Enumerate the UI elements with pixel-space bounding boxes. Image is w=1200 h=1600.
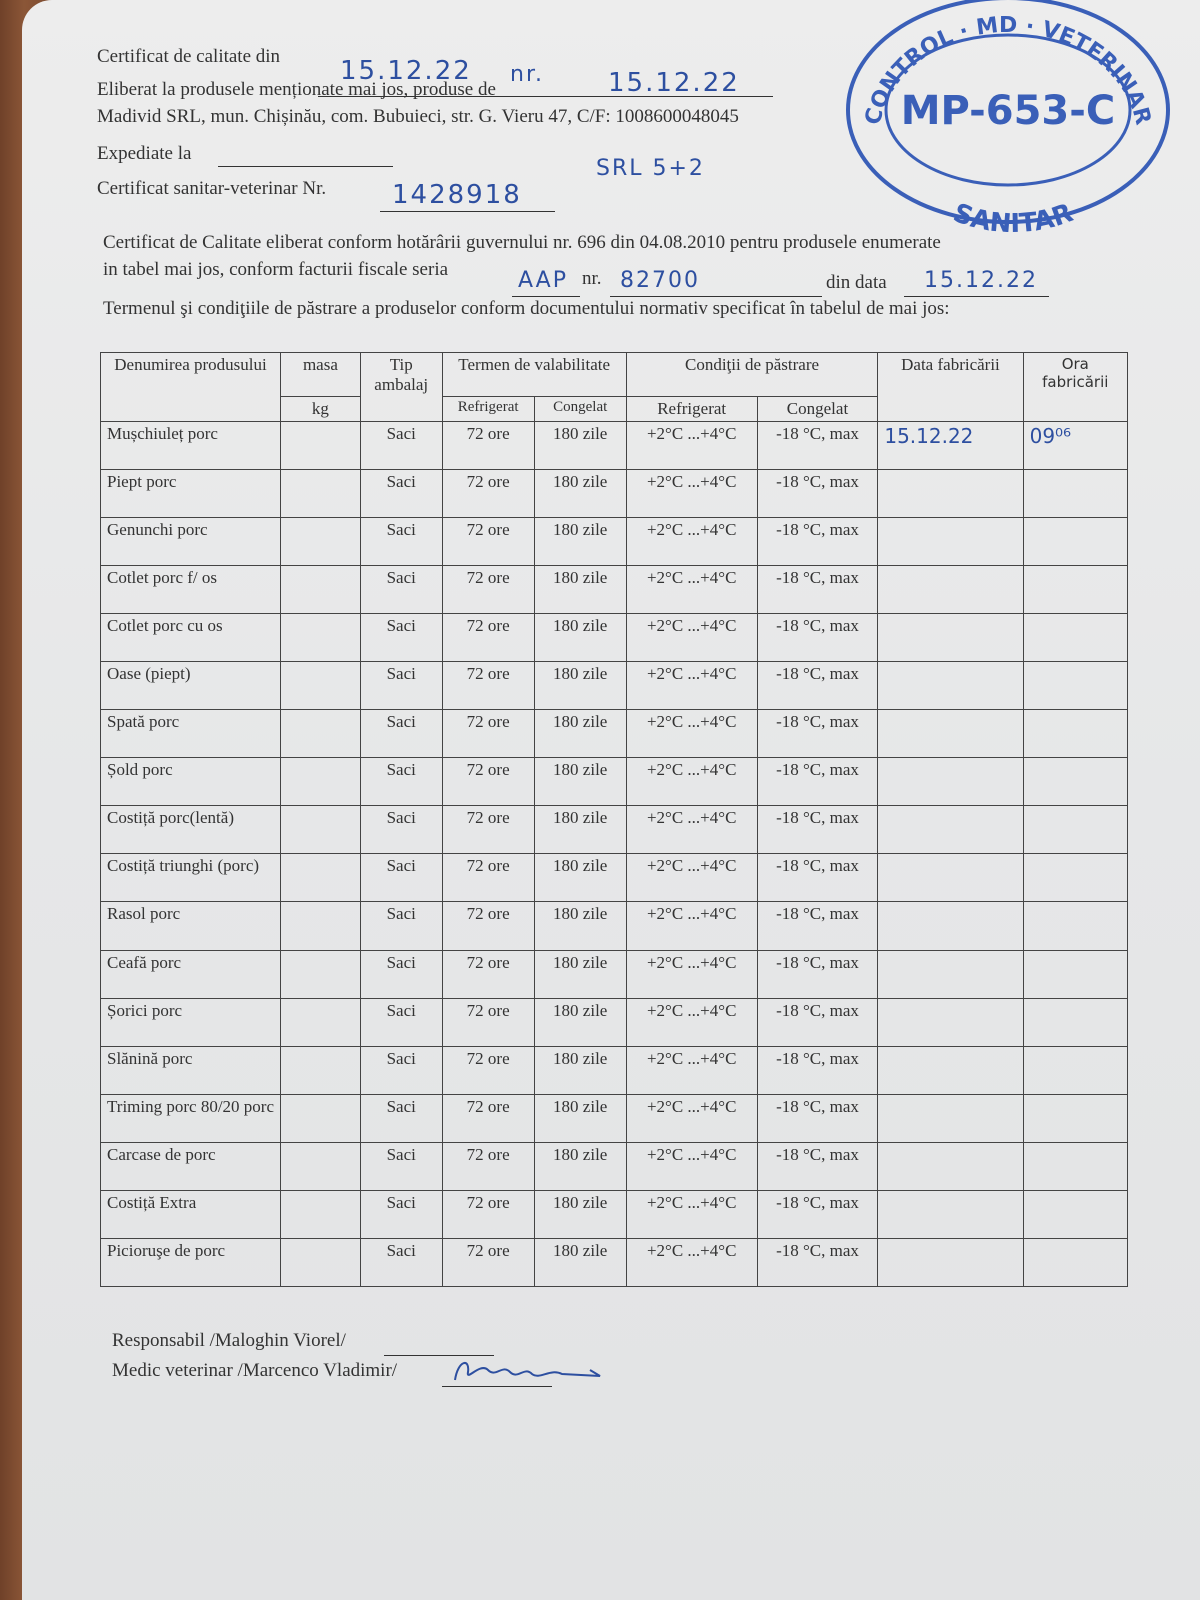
manufacture-date bbox=[878, 806, 1023, 854]
storage-frozen: -18 °C, max bbox=[757, 806, 878, 854]
product-name: Slănină porc bbox=[101, 1046, 281, 1094]
mass-cell bbox=[281, 470, 361, 518]
validity-refrigerated: 72 ore bbox=[442, 710, 534, 758]
table-row bbox=[101, 1142, 1128, 1190]
pack-type: Saci bbox=[360, 950, 442, 998]
validity-refrigerated: 72 ore bbox=[442, 902, 534, 950]
storage-refrigerated: +2°C ...+4°C bbox=[626, 806, 757, 854]
manufacture-hour bbox=[1023, 902, 1127, 950]
storage-frozen: -18 °C, max bbox=[757, 566, 878, 614]
validity-frozen: 180 zile bbox=[534, 758, 626, 806]
invoice-date: 15.12.22 bbox=[924, 268, 1038, 293]
manufacture-date bbox=[878, 902, 1023, 950]
manufacture-date bbox=[878, 1238, 1023, 1286]
validity-frozen: 180 zile bbox=[534, 1046, 626, 1094]
manufacture-date bbox=[878, 1046, 1023, 1094]
col-pack-header: Tip ambalaj bbox=[360, 353, 442, 422]
validity-frozen: 180 zile bbox=[534, 710, 626, 758]
validity-refrigerated: 72 ore bbox=[442, 1142, 534, 1190]
mass-cell bbox=[281, 758, 361, 806]
manufacture-hour bbox=[1023, 710, 1127, 758]
pack-type: Saci bbox=[360, 1142, 442, 1190]
pack-type: Saci bbox=[360, 470, 442, 518]
pack-type: Saci bbox=[360, 806, 442, 854]
pack-type: Saci bbox=[360, 518, 442, 566]
storage-refrigerated: +2°C ...+4°C bbox=[626, 1190, 757, 1238]
manufacture-hour bbox=[1023, 614, 1127, 662]
shipped-underline bbox=[218, 166, 393, 167]
validity-frozen: 180 zile bbox=[534, 1142, 626, 1190]
product-name: Piept porc bbox=[101, 470, 281, 518]
storage-refrigerated: +2°C ...+4°C bbox=[626, 902, 757, 950]
storage-refrigerated: +2°C ...+4°C bbox=[626, 854, 757, 902]
storage-refrigerated: +2°C ...+4°C bbox=[626, 1238, 757, 1286]
veterinary-stamp bbox=[838, 0, 1178, 232]
product-name: Oase (piept) bbox=[101, 662, 281, 710]
validity-refrigerated: 72 ore bbox=[442, 1238, 534, 1286]
table-row bbox=[101, 1238, 1128, 1286]
storage-frozen: -18 °C, max bbox=[757, 422, 878, 470]
certificate-date: 15.12.22 bbox=[340, 56, 472, 86]
col-product-header: Denumirea produsului bbox=[101, 353, 281, 422]
storage-refrigerated: +2°C ...+4°C bbox=[626, 422, 757, 470]
manufacture-hour bbox=[1023, 950, 1127, 998]
product-name: Șorici porc bbox=[101, 998, 281, 1046]
pack-type: Saci bbox=[360, 566, 442, 614]
storage-frozen: -18 °C, max bbox=[757, 1046, 878, 1094]
pack-type: Saci bbox=[360, 998, 442, 1046]
table-row bbox=[101, 422, 1128, 470]
table-row bbox=[101, 1094, 1128, 1142]
manufacture-date bbox=[878, 854, 1023, 902]
manufacture-hour bbox=[1023, 1190, 1127, 1238]
col-storage-header: Condiţii de păstrare bbox=[626, 353, 878, 397]
storage-frozen: -18 °C, max bbox=[757, 518, 878, 566]
col-val-ref-header: Refrigerat bbox=[442, 397, 534, 422]
pack-type: Saci bbox=[360, 854, 442, 902]
validity-refrigerated: 72 ore bbox=[442, 806, 534, 854]
storage-refrigerated: +2°C ...+4°C bbox=[626, 1094, 757, 1142]
table-row bbox=[101, 470, 1128, 518]
col-st-ref-header: Refrigerat bbox=[626, 397, 757, 422]
manufacture-date bbox=[878, 614, 1023, 662]
table-row bbox=[101, 662, 1128, 710]
mass-cell bbox=[281, 950, 361, 998]
storage-frozen: -18 °C, max bbox=[757, 1238, 878, 1286]
pack-type: Saci bbox=[360, 1094, 442, 1142]
table-row bbox=[101, 1046, 1128, 1094]
storage-refrigerated: +2°C ...+4°C bbox=[626, 758, 757, 806]
manufacture-hour bbox=[1023, 1238, 1127, 1286]
validity-frozen: 180 zile bbox=[534, 902, 626, 950]
invoice-serie: AAP bbox=[518, 268, 568, 293]
validity-frozen: 180 zile bbox=[534, 518, 626, 566]
vet-signature bbox=[450, 1352, 610, 1388]
mass-cell bbox=[281, 1190, 361, 1238]
validity-frozen: 180 zile bbox=[534, 806, 626, 854]
stamp-arc-text: CONTROL · MD · VETERINAR bbox=[860, 12, 1156, 128]
table-row bbox=[101, 1190, 1128, 1238]
storage-refrigerated: +2°C ...+4°C bbox=[626, 470, 757, 518]
pack-type: Saci bbox=[360, 1046, 442, 1094]
validity-refrigerated: 72 ore bbox=[442, 758, 534, 806]
col-mfg-date-header: Data fabricării bbox=[878, 353, 1023, 422]
table-row bbox=[101, 902, 1128, 950]
validity-refrigerated: 72 ore bbox=[442, 662, 534, 710]
nr-underline bbox=[610, 296, 822, 297]
pack-type: Saci bbox=[360, 422, 442, 470]
validity-refrigerated: 72 ore bbox=[442, 998, 534, 1046]
shipped-label: Expediate la bbox=[97, 143, 192, 164]
storage-refrigerated: +2°C ...+4°C bbox=[626, 1142, 757, 1190]
storage-frozen: -18 °C, max bbox=[757, 1190, 878, 1238]
mass-cell bbox=[281, 1046, 361, 1094]
validity-frozen: 180 zile bbox=[534, 854, 626, 902]
manufacture-hour: 09⁰⁶ bbox=[1023, 422, 1127, 470]
product-name: Costiță porc(lentă) bbox=[101, 806, 281, 854]
storage-frozen: -18 °C, max bbox=[757, 614, 878, 662]
issued-line: Eliberat la produsele menționate mai jos, produse de bbox=[97, 79, 496, 100]
manufacture-date bbox=[878, 566, 1023, 614]
manufacture-date bbox=[878, 662, 1023, 710]
manufacture-hour bbox=[1023, 566, 1127, 614]
intro-nr-label: nr. bbox=[582, 268, 602, 289]
manufacture-hour bbox=[1023, 806, 1127, 854]
col-st-cong-header: Congelat bbox=[757, 397, 878, 422]
intro-date-label: din data bbox=[826, 272, 887, 293]
invoice-nr: 82700 bbox=[620, 268, 700, 293]
manufacture-date bbox=[878, 710, 1023, 758]
manufacture-date bbox=[878, 1142, 1023, 1190]
validity-frozen: 180 zile bbox=[534, 1238, 626, 1286]
stamp-bottom-text: SANITAR bbox=[949, 198, 1077, 232]
table-row bbox=[101, 950, 1128, 998]
pack-type: Saci bbox=[360, 1190, 442, 1238]
mass-cell bbox=[281, 710, 361, 758]
product-name: Genunchi porc bbox=[101, 518, 281, 566]
validity-refrigerated: 72 ore bbox=[442, 518, 534, 566]
validity-refrigerated: 72 ore bbox=[442, 1094, 534, 1142]
validity-refrigerated: 72 ore bbox=[442, 1046, 534, 1094]
product-name: Cotlet porc cu os bbox=[101, 614, 281, 662]
col-mfg-hour-header: Ora fabricării bbox=[1023, 353, 1127, 422]
validity-frozen: 180 zile bbox=[534, 1094, 626, 1142]
table-row bbox=[101, 806, 1128, 854]
table-row bbox=[101, 614, 1128, 662]
storage-refrigerated: +2°C ...+4°C bbox=[626, 710, 757, 758]
table-row bbox=[101, 566, 1128, 614]
product-name: Costiță Extra bbox=[101, 1190, 281, 1238]
mass-cell bbox=[281, 1094, 361, 1142]
storage-frozen: -18 °C, max bbox=[757, 710, 878, 758]
mass-cell bbox=[281, 806, 361, 854]
serie-underline bbox=[512, 296, 580, 297]
table-row bbox=[101, 710, 1128, 758]
manufacture-hour bbox=[1023, 1046, 1127, 1094]
manufacture-date bbox=[878, 1190, 1023, 1238]
mass-cell bbox=[281, 902, 361, 950]
pack-type: Saci bbox=[360, 614, 442, 662]
col-val-cong-header: Congelat bbox=[534, 397, 626, 422]
pack-type: Saci bbox=[360, 758, 442, 806]
mass-cell bbox=[281, 1238, 361, 1286]
manufacture-hour bbox=[1023, 518, 1127, 566]
manufacture-date bbox=[878, 1094, 1023, 1142]
product-name: Șold porc bbox=[101, 758, 281, 806]
manufacture-hour bbox=[1023, 854, 1127, 902]
validity-frozen: 180 zile bbox=[534, 614, 626, 662]
vet-cert-label: Certificat sanitar-veterinar Nr. bbox=[97, 178, 327, 199]
manufacture-date bbox=[878, 998, 1023, 1046]
nr-label: nr. bbox=[510, 62, 544, 87]
manufacture-date bbox=[878, 758, 1023, 806]
product-name: Spată porc bbox=[101, 710, 281, 758]
shipped-to: SRL 5+2 bbox=[596, 156, 705, 181]
storage-refrigerated: +2°C ...+4°C bbox=[626, 950, 757, 998]
mass-cell bbox=[281, 662, 361, 710]
manufacture-hour bbox=[1023, 1094, 1127, 1142]
col-mass-unit: kg bbox=[281, 397, 361, 422]
storage-refrigerated: +2°C ...+4°C bbox=[626, 614, 757, 662]
manufacture-date bbox=[878, 470, 1023, 518]
validity-frozen: 180 zile bbox=[534, 470, 626, 518]
pack-type: Saci bbox=[360, 902, 442, 950]
storage-refrigerated: +2°C ...+4°C bbox=[626, 1046, 757, 1094]
mass-cell bbox=[281, 518, 361, 566]
col-mass-header: masa bbox=[281, 353, 361, 397]
storage-frozen: -18 °C, max bbox=[757, 998, 878, 1046]
product-name: Picioruşe de porc bbox=[101, 1238, 281, 1286]
manufacture-hour bbox=[1023, 758, 1127, 806]
storage-refrigerated: +2°C ...+4°C bbox=[626, 566, 757, 614]
storage-frozen: -18 °C, max bbox=[757, 950, 878, 998]
date2-underline bbox=[904, 296, 1049, 297]
table-row bbox=[101, 854, 1128, 902]
manufacture-date: 15.12.22 bbox=[878, 422, 1023, 470]
validity-refrigerated: 72 ore bbox=[442, 950, 534, 998]
storage-frozen: -18 °C, max bbox=[757, 662, 878, 710]
stamp-code: MP-653-C bbox=[900, 88, 1116, 134]
table-row bbox=[101, 518, 1128, 566]
vet-line: Medic veterinar /Marcenco Vladimir/ bbox=[112, 1360, 398, 1381]
validity-refrigerated: 72 ore bbox=[442, 614, 534, 662]
validity-refrigerated: 72 ore bbox=[442, 566, 534, 614]
pack-type: Saci bbox=[360, 1238, 442, 1286]
certificate-nr: 15.12.22 bbox=[608, 68, 740, 98]
mass-cell bbox=[281, 854, 361, 902]
mass-cell bbox=[281, 614, 361, 662]
validity-frozen: 180 zile bbox=[534, 662, 626, 710]
storage-frozen: -18 °C, max bbox=[757, 758, 878, 806]
product-name: Carcase de porc bbox=[101, 1142, 281, 1190]
vet-cert-number: 1428918 bbox=[392, 180, 522, 210]
validity-refrigerated: 72 ore bbox=[442, 422, 534, 470]
manufacture-hour bbox=[1023, 662, 1127, 710]
pack-type: Saci bbox=[360, 710, 442, 758]
product-name: Costiță triunghi (porc) bbox=[101, 854, 281, 902]
validity-refrigerated: 72 ore bbox=[442, 1190, 534, 1238]
storage-refrigerated: +2°C ...+4°C bbox=[626, 518, 757, 566]
producer-line: Madivid SRL, mun. Chișinău, com. Bubuieci, str. G. Vieru 47, C/F: 1008600048045 bbox=[97, 106, 739, 127]
storage-frozen: -18 °C, max bbox=[757, 470, 878, 518]
table-row bbox=[101, 998, 1128, 1046]
storage-frozen: -18 °C, max bbox=[757, 1142, 878, 1190]
manufacture-hour bbox=[1023, 1142, 1127, 1190]
product-name: Cotlet porc f/ os bbox=[101, 566, 281, 614]
storage-refrigerated: +2°C ...+4°C bbox=[626, 662, 757, 710]
validity-frozen: 180 zile bbox=[534, 566, 626, 614]
pack-type: Saci bbox=[360, 662, 442, 710]
validity-frozen: 180 zile bbox=[534, 998, 626, 1046]
intro-line-2a: in tabel mai jos, conform facturii fiscale seria bbox=[103, 259, 449, 280]
intro-line-1: Certificat de Calitate eliberat conform hotărârii guvernului nr. 696 din 04.08.2010 pentru produsele enumerate bbox=[103, 232, 941, 253]
col-validity-header: Termen de valabilitate bbox=[442, 353, 626, 397]
mass-cell bbox=[281, 566, 361, 614]
validity-refrigerated: 72 ore bbox=[442, 854, 534, 902]
manufacture-date bbox=[878, 518, 1023, 566]
products-table bbox=[100, 352, 1128, 1287]
vet-cert-underline bbox=[380, 211, 555, 212]
mass-cell bbox=[281, 422, 361, 470]
storage-frozen: -18 °C, max bbox=[757, 1094, 878, 1142]
mass-cell bbox=[281, 1142, 361, 1190]
validity-frozen: 180 zile bbox=[534, 950, 626, 998]
validity-refrigerated: 72 ore bbox=[442, 470, 534, 518]
mass-cell bbox=[281, 998, 361, 1046]
manufacture-hour bbox=[1023, 998, 1127, 1046]
product-name: Ceafă porc bbox=[101, 950, 281, 998]
intro-line-3: Termenul şi condiţiile de păstrare a produselor conform documentului normativ specificat în tabelul de mai jos: bbox=[103, 298, 950, 319]
validity-frozen: 180 zile bbox=[534, 1190, 626, 1238]
product-name: Rasol porc bbox=[101, 902, 281, 950]
storage-frozen: -18 °C, max bbox=[757, 902, 878, 950]
manufacture-hour bbox=[1023, 470, 1127, 518]
manufacture-date bbox=[878, 950, 1023, 998]
validity-frozen: 180 zile bbox=[534, 422, 626, 470]
storage-refrigerated: +2°C ...+4°C bbox=[626, 998, 757, 1046]
storage-frozen: -18 °C, max bbox=[757, 854, 878, 902]
table-row bbox=[101, 758, 1128, 806]
certificate-title: Certificat de calitate din bbox=[97, 46, 281, 67]
product-name: Triming porc 80/20 porc bbox=[101, 1094, 281, 1142]
product-name: Mușchiuleț porc bbox=[101, 422, 281, 470]
responsible-line: Responsabil /Maloghin Viorel/ bbox=[112, 1330, 346, 1351]
